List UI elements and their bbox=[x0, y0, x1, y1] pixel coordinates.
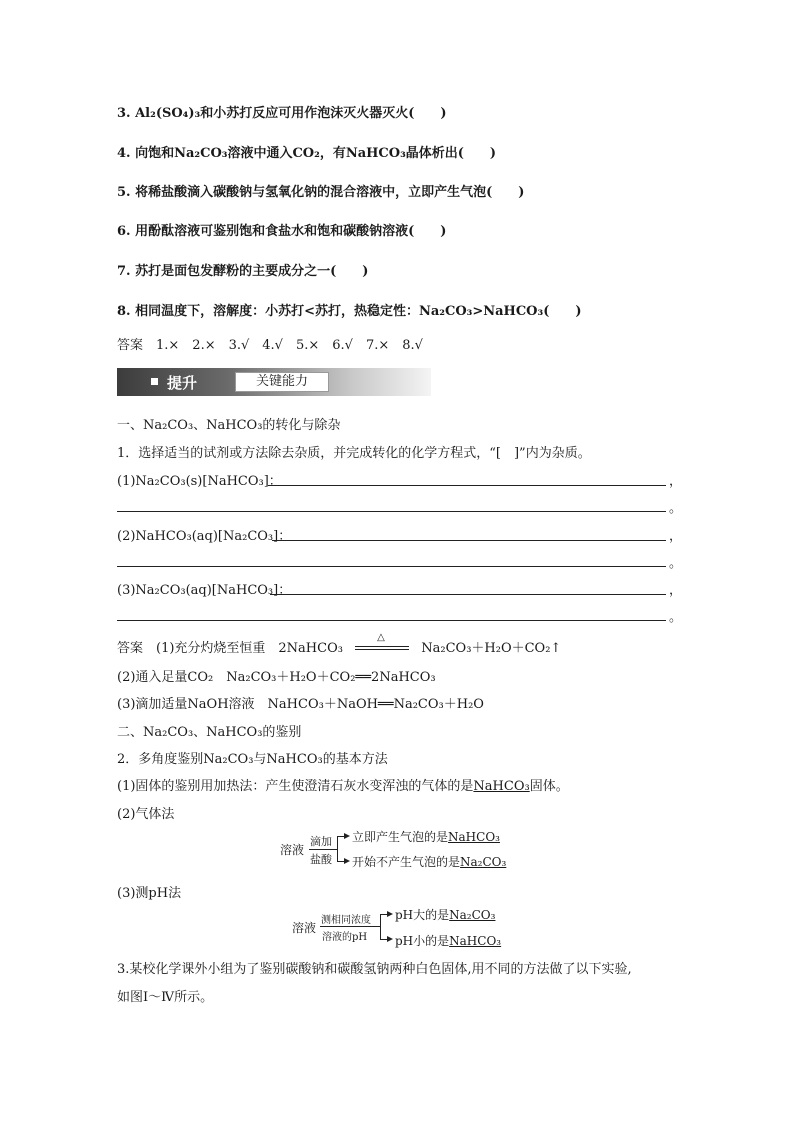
judge-item-7: 7. 苏打是面包发酵粉的主要成分之一( ) bbox=[117, 264, 369, 279]
answer-blank bbox=[117, 566, 666, 567]
judge-item-8: 8. 相同温度下，溶解度：小苏打<苏打，热稳定性：Na₂CO₃>NaHCO₃( ) bbox=[117, 304, 582, 319]
q1-answer-2: (2)通入足量CO₂ Na₂CO₃＋H₂O＋CO₂══2NaHCO₃ bbox=[117, 670, 436, 685]
judge-item-6: 6. 用酚酞溶液可鉴别饱和食盐水和饱和碳酸钠溶液( ) bbox=[117, 224, 447, 239]
diagram-source: 溶液 bbox=[280, 843, 305, 857]
comma: ， bbox=[669, 474, 683, 489]
diagram-condition-bottom: 盐酸 bbox=[310, 853, 332, 866]
arrow-right-icon bbox=[387, 911, 393, 917]
diagram-condition-bottom: 溶液的pH bbox=[322, 932, 368, 943]
method1-answer: NaHCO₃ bbox=[473, 779, 530, 794]
branch-bracket bbox=[337, 836, 338, 862]
section1-title: 一、Na₂CO₃、NaHCO₃的转化与除杂 bbox=[117, 418, 341, 433]
banner-title: 提升 bbox=[167, 374, 198, 392]
diagram-branch-1: 立即产生气泡的是NaHCO₃ bbox=[352, 830, 500, 844]
heat-equals-sign bbox=[355, 631, 409, 650]
q1-stem: 1．选择适当的试剂或方法除去杂质，并完成转化的化学方程式，“[ ]”内为杂质。 bbox=[117, 446, 591, 461]
q3-line-1: 3.某校化学课外小组为了鉴别碳酸钠和碳酸氢钠两种白色固体,用不同的方法做了以下实验, bbox=[117, 962, 632, 977]
q3-line-2: 如图Ⅰ～Ⅳ所示。 bbox=[117, 990, 214, 1005]
answer-blank bbox=[117, 511, 666, 512]
q1-answer-3: (3)滴加适量NaOH溶液 NaHCO₃＋NaOH══Na₂CO₃＋H₂O bbox=[117, 697, 484, 712]
section2-title: 二、Na₂CO₃、NaHCO₃的鉴别 bbox=[117, 725, 302, 740]
answer-blank bbox=[270, 594, 666, 595]
q1-part1-label: (1)Na₂CO₃(s)[NaHCO₃]： bbox=[117, 474, 282, 489]
judge-item-5: 5. 将稀盐酸滴入碳酸钠与氢氧化钠的混合溶液中，立即产生气泡( ) bbox=[117, 185, 525, 200]
answer-blank bbox=[272, 540, 666, 541]
q2-stem: 2．多角度鉴别Na₂CO₃与NaHCO₃的基本方法 bbox=[117, 752, 388, 767]
answer-1-label: 答案 (1)充分灼烧至恒重 2NaHCO₃ bbox=[117, 641, 343, 656]
judge-item-4: 4. 向饱和Na₂CO₃溶液中通入CO₂，有NaHCO₃晶体析出( ) bbox=[117, 146, 497, 161]
comma: ， bbox=[669, 529, 683, 544]
period: 。 bbox=[669, 556, 683, 571]
q1-part2-label: (2)NaHCO₃(aq)[Na₂CO₃]： bbox=[117, 529, 292, 544]
q1-part3-label: (3)Na₂CO₃(aq)[NaHCO₃]： bbox=[117, 583, 292, 598]
period: 。 bbox=[669, 501, 683, 516]
method1-suffix: 固体。 bbox=[529, 779, 569, 794]
arrow-right-icon bbox=[387, 936, 393, 942]
branch-bracket bbox=[380, 914, 381, 940]
answer-blank bbox=[117, 620, 666, 621]
judge-answer: 答案 1.× 2.× 3.√ 4.√ 5.× 6.√ 7.× 8.√ bbox=[117, 338, 423, 353]
condition-bar bbox=[309, 849, 337, 850]
answer-1-products: Na₂CO₃＋H₂O＋CO₂↑ bbox=[421, 641, 562, 656]
arrow-right-icon bbox=[344, 858, 350, 864]
method1-text: (1)固体的鉴别用加热法：产生使澄清石灰水变浑浊的气体的是 bbox=[117, 779, 474, 794]
q2-method2-title: (2)气体法 bbox=[117, 807, 175, 822]
diagram-condition-top: 滴加 bbox=[310, 835, 332, 848]
period: 。 bbox=[669, 610, 683, 625]
square-bullet-icon bbox=[151, 378, 158, 385]
banner-subtitle: 关键能力 bbox=[235, 372, 329, 392]
diagram-source: 溶液 bbox=[292, 921, 317, 935]
q2-method1 bbox=[117, 775, 569, 794]
diagram-branch-2: pH小的是NaHCO₃ bbox=[395, 934, 502, 948]
comma: ， bbox=[669, 583, 683, 598]
answer-blank bbox=[268, 485, 666, 486]
diagram-branch-1: pH大的是Na₂CO₃ bbox=[395, 908, 496, 922]
heat-condition: △ bbox=[377, 631, 385, 643]
q2-method3-title: (3)测pH法 bbox=[117, 886, 182, 901]
diagram-branch-2: 开始不产生气泡的是Na₂CO₃ bbox=[352, 855, 507, 869]
diagram-condition-top: 测相同浓度 bbox=[321, 915, 371, 926]
arrow-right-icon bbox=[344, 833, 350, 839]
judge-item-3: 3. Al₂(SO₄)₃和小苏打反应可用作泡沫灭火器灭火( ) bbox=[117, 106, 447, 121]
section-banner bbox=[117, 368, 431, 396]
condition-bar bbox=[320, 926, 380, 927]
q1-answer-1 bbox=[117, 631, 562, 656]
